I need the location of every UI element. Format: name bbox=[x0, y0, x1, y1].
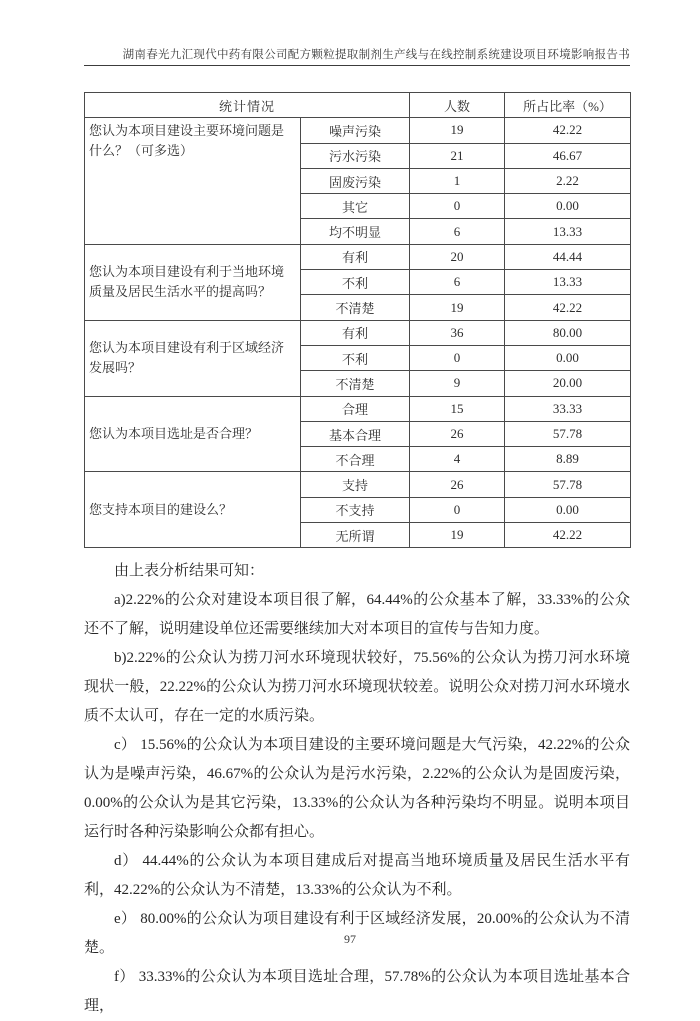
option-cell: 不清楚 bbox=[301, 371, 410, 396]
count-cell: 9 bbox=[410, 371, 505, 396]
option-cell: 固废污染 bbox=[301, 168, 410, 193]
ratio-cell: 57.78 bbox=[505, 421, 631, 446]
question-cell: 您认为本项目建设主要环境问题是什么？（可多选） bbox=[85, 118, 301, 244]
ratio-cell: 33.33 bbox=[505, 396, 631, 421]
table-header-row bbox=[85, 93, 631, 118]
option-cell: 不清楚 bbox=[301, 295, 410, 320]
count-cell: 26 bbox=[410, 421, 505, 446]
ratio-cell: 46.67 bbox=[505, 143, 631, 168]
count-cell: 21 bbox=[410, 143, 505, 168]
analysis-paragraph: f） 33.33%的公众认为本项目选址合理，57.78%的公众认为本项目选址基本合理， bbox=[84, 969, 630, 1015]
count-cell: 20 bbox=[410, 244, 505, 269]
count-cell: 4 bbox=[410, 447, 505, 472]
ratio-cell: 80.00 bbox=[505, 320, 631, 345]
count-cell: 36 bbox=[410, 320, 505, 345]
option-cell: 有利 bbox=[301, 244, 410, 269]
column-header-stat: 统计情况 bbox=[85, 93, 410, 118]
count-cell: 15 bbox=[410, 396, 505, 421]
survey-statistics-table bbox=[84, 92, 631, 548]
count-cell: 19 bbox=[410, 295, 505, 320]
count-cell: 0 bbox=[410, 194, 505, 219]
question-cell: 您支持本项目的建设么？ bbox=[85, 472, 301, 548]
ratio-cell: 42.22 bbox=[505, 118, 631, 143]
ratio-cell: 0.00 bbox=[505, 497, 631, 522]
analysis-paragraph: a)2.22%的公众对建设本项目很了解，64.44%的公众基本了解，33.33%的公众还不了解，说明建设单位还需要继续加大对本项目的宣传与告知力度。 bbox=[84, 592, 630, 638]
option-cell: 不支持 bbox=[301, 497, 410, 522]
column-header-count: 人数 bbox=[410, 93, 505, 118]
page-number: 97 bbox=[344, 932, 356, 946]
table-row bbox=[85, 118, 631, 143]
option-cell: 支持 bbox=[301, 472, 410, 497]
count-cell: 0 bbox=[410, 345, 505, 370]
count-cell: 19 bbox=[410, 118, 505, 143]
analysis-paragraph: c） 15.56%的公众认为本项目建设的主要环境问题是大气污染，42.22%的公众认为是噪声污染，46.67%的公众认为是污水污染，2.22%的公众认为是固废污染，0.00%的公众认为是其它污染，13.33%的公众认为各种污染均不明显。说明本项目运行时各种污染影响公众都有担心。 bbox=[84, 737, 630, 841]
option-cell: 基本合理 bbox=[301, 421, 410, 446]
option-cell: 合理 bbox=[301, 396, 410, 421]
count-cell: 19 bbox=[410, 523, 505, 548]
ratio-cell: 13.33 bbox=[505, 270, 631, 295]
analysis-paragraph: e） 80.00%的公众认为项目建设有利于区域经济发展，20.00%的公众认为不清楚。 bbox=[84, 911, 630, 957]
option-cell: 不利 bbox=[301, 345, 410, 370]
option-cell: 噪声污染 bbox=[301, 118, 410, 143]
question-cell: 您认为本项目建设有利于区域经济发展吗？ bbox=[85, 320, 301, 396]
count-cell: 1 bbox=[410, 168, 505, 193]
analysis-intro: 由上表分析结果可知： bbox=[114, 563, 265, 580]
table-row bbox=[85, 244, 631, 269]
ratio-cell: 20.00 bbox=[505, 371, 631, 396]
ratio-cell: 57.78 bbox=[505, 472, 631, 497]
option-cell: 不合理 bbox=[301, 447, 410, 472]
question-cell: 您认为本项目选址是否合理？ bbox=[85, 396, 301, 472]
count-cell: 6 bbox=[410, 270, 505, 295]
ratio-cell: 42.22 bbox=[505, 523, 631, 548]
count-cell: 0 bbox=[410, 497, 505, 522]
question-cell: 您认为本项目建设有利于当地环境质量及居民生活水平的提高吗？ bbox=[85, 244, 301, 320]
ratio-cell: 42.22 bbox=[505, 295, 631, 320]
count-cell: 26 bbox=[410, 472, 505, 497]
analysis-paragraph: d） 44.44%的公众认为本项目建成后对提高当地环境质量及居民生活水平有利，42.22%的公众认为不清楚，13.33%的公众认为不利。 bbox=[84, 853, 630, 899]
option-cell: 无所谓 bbox=[301, 523, 410, 548]
ratio-cell: 44.44 bbox=[505, 244, 631, 269]
table-row bbox=[85, 396, 631, 421]
report-header-title: 湖南春光九汇现代中药有限公司配方颗粒提取制剂生产线与在线控制系统建设项目环境影响报告书 bbox=[84, 0, 630, 66]
option-cell: 有利 bbox=[301, 320, 410, 345]
page-content bbox=[84, 0, 630, 1021]
option-cell: 污水污染 bbox=[301, 143, 410, 168]
option-cell: 其它 bbox=[301, 194, 410, 219]
option-cell: 均不明显 bbox=[301, 219, 410, 244]
ratio-cell: 13.33 bbox=[505, 219, 631, 244]
count-cell: 6 bbox=[410, 219, 505, 244]
option-cell: 不利 bbox=[301, 270, 410, 295]
table-row bbox=[85, 472, 631, 497]
ratio-cell: 0.00 bbox=[505, 345, 631, 370]
column-header-ratio: 所占比率（%） bbox=[505, 93, 631, 118]
ratio-cell: 2.22 bbox=[505, 168, 631, 193]
ratio-cell: 0.00 bbox=[505, 194, 631, 219]
analysis-section bbox=[84, 557, 630, 1021]
table-row bbox=[85, 320, 631, 345]
ratio-cell: 8.89 bbox=[505, 447, 631, 472]
analysis-paragraph: b)2.22%的公众认为捞刀河水环境现状较好，75.56%的公众认为捞刀河水环境现状一般，22.22%的公众认为捞刀河水环境现状较差。说明公众对捞刀河水环境水质不太认可，存在一定的水质污染。 bbox=[84, 650, 630, 725]
